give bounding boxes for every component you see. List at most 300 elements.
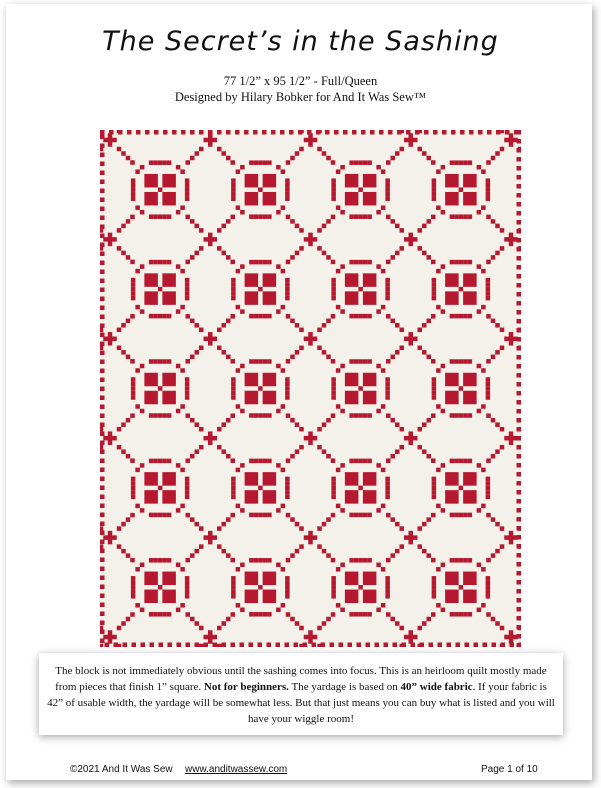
block-center-square [258,585,263,590]
border-square [517,400,522,405]
block-ring-square [258,558,263,563]
block-ring-square [468,214,473,219]
border-square [100,522,105,527]
block-center-quadrant [345,590,359,604]
block-center-square [459,486,464,491]
border-square [334,130,339,135]
sashing-square [217,147,222,152]
border-square [289,130,294,135]
block-ring-square [363,359,368,364]
sashing-square [486,314,491,319]
sashing-square [495,621,500,626]
block-center-quadrant [463,472,477,486]
block-ring-square [331,594,336,599]
block-ring-square [236,169,241,174]
sashing-square [195,549,200,554]
block-ring-square [432,495,437,500]
block-ring-square [454,160,459,165]
sashing-square [308,431,313,445]
border-square [213,643,218,648]
border-square [100,432,105,437]
block-ring-square [180,567,185,572]
sashing-square [130,458,135,463]
block-ring-square [481,305,486,310]
block-center-quadrant [162,174,176,188]
block-center-quadrant [263,192,277,206]
block-ring-square [249,459,254,464]
sashing-square [286,612,291,617]
block-center-quadrant [245,391,259,405]
block-center-quadrant [245,291,259,305]
sashing-square [199,445,204,450]
block-ring-square [385,382,390,387]
block-ring-square [331,296,336,301]
block-center-square [358,187,363,192]
block-ring-square [349,413,354,418]
sashing-square [317,246,322,251]
sashing-square [117,130,122,133]
border-square [474,643,479,648]
block-ring-square [354,160,359,165]
block-ring-square [267,314,272,319]
sashing-square [418,147,423,152]
block-ring-square [385,481,390,486]
block-ring-square [331,576,336,581]
sashing-square [386,260,391,265]
block-ring-square [254,214,259,219]
sashing-square [231,558,236,563]
sashing-square [322,323,327,328]
sashing-square [286,215,291,220]
block-ring-square [331,395,336,400]
block-ring-square [153,314,158,319]
block-ring-square [267,160,272,165]
border-square [159,643,164,648]
border-square [517,211,522,216]
block-ring-square [358,612,363,617]
border-square [100,297,105,302]
block-ring-square [162,459,167,464]
block-ring-square [258,413,263,418]
border-square [100,531,105,536]
block-ring-square [263,260,268,265]
block-ring-square [285,282,290,287]
sashing-square [427,418,432,423]
sashing-square [217,346,222,351]
border-square [517,418,522,423]
sashing-square [418,544,423,549]
footer-page-number: Page 1 of 10 [481,764,538,775]
sashing-square [326,255,331,260]
block-ring-square [185,377,190,382]
block-ring-square [340,264,345,269]
block-ring-square [167,513,172,518]
sashing-square [322,449,327,454]
block-ring-square [363,214,368,219]
block-ring-square [436,567,441,572]
sashing-square [108,233,113,247]
block-ring-square [140,165,145,170]
block-ring-square [450,558,455,563]
block-ring-square [376,508,381,513]
border-square [469,130,474,135]
border-square [517,373,522,378]
sashing-square [217,328,222,333]
block-center-quadrant [363,373,377,387]
border-square [456,643,461,648]
border-square [100,603,105,608]
block-ring-square [281,567,286,572]
block-center-quadrant [345,391,359,405]
block-ring-square [162,260,167,265]
sashing-square [518,346,521,351]
block-ring-square [180,468,185,473]
block-ring-square [486,495,491,500]
block-ring-square [249,558,254,563]
block-center-quadrant [445,273,459,287]
block-ring-square [158,160,163,165]
border-square [100,468,105,473]
block-ring-square [254,260,259,265]
border-square [438,643,443,648]
block-ring-square [149,214,154,219]
block-ring-square [454,359,459,364]
block-ring-square [358,413,363,418]
sashing-square [299,526,304,531]
block-ring-square [450,459,455,464]
block-ring-square [180,368,185,373]
block-ring-square [258,314,263,319]
block-ring-square [258,160,263,165]
block-ring-square [285,196,290,201]
border-square [343,130,348,135]
block-ring-square [281,368,286,373]
sashing-square [518,130,521,133]
block-ring-square [367,558,372,563]
sashing-square [199,544,204,549]
sashing-square [391,156,396,161]
border-square [375,643,380,648]
block-ring-square [340,364,345,369]
block-center-quadrant [445,472,459,486]
block-ring-square [231,183,236,188]
sashing-square [322,251,327,256]
block-ring-square [432,481,437,486]
block-ring-square [231,296,236,301]
sashing-square [121,449,126,454]
border-square [127,130,132,135]
block-ring-square [149,314,154,319]
block-ring-square [185,486,190,491]
block-ring-square [331,481,336,486]
block-ring-square [363,314,368,319]
block-ring-square [376,409,381,414]
block-ring-square [276,165,281,170]
block-ring-square [285,590,290,595]
block-ring-square [267,413,272,418]
block-ring-square [254,459,259,464]
block-ring-square [454,513,459,518]
block-ring-square [285,395,290,400]
sashing-square [231,513,236,518]
border-square [370,130,375,135]
block-ring-square [240,608,245,613]
block-ring-square [358,459,363,464]
border-square [100,270,105,275]
sashing-square [400,427,405,432]
block-ring-square [285,495,290,500]
block-ring-square [231,585,236,590]
block-ring-square [385,576,390,581]
block-center-quadrant [363,590,377,604]
block-ring-square [185,282,190,287]
border-square [424,130,429,135]
block-ring-square [450,612,455,617]
sashing-square [427,553,432,558]
block-ring-square [376,264,381,269]
sashing-square [422,621,427,626]
block-center-quadrant [445,391,459,405]
block-ring-square [240,309,245,314]
block-ring-square [135,404,140,409]
sashing-square [326,517,331,522]
block-center-quadrant [345,472,359,486]
block-ring-square [149,612,154,617]
block-ring-square [385,278,390,283]
block-center-quadrant [363,291,377,305]
block-ring-square [354,359,359,364]
block-ring-square [185,192,190,197]
block-ring-square [331,490,336,495]
block-ring-square [185,594,190,599]
block-ring-square [381,368,386,373]
block-ring-square [385,192,390,197]
block-ring-square [167,359,172,364]
sashing-square [317,445,322,450]
block-ring-square [331,391,336,396]
border-square [100,189,105,194]
sashing-square [431,413,436,418]
block-ring-square [441,364,446,369]
sashing-square [108,431,113,445]
block-ring-square [367,413,372,418]
block-ring-square [140,364,145,369]
block-ring-square [180,269,185,274]
block-ring-square [381,404,386,409]
border-square [132,643,137,648]
sashing-square [331,359,336,364]
block-ring-square [459,314,464,319]
sashing-square [422,549,427,554]
border-square [517,292,522,297]
block-ring-square [336,603,341,608]
sashing-square [418,445,423,450]
block-ring-square [459,413,464,418]
block-ring-square [131,196,136,201]
block-ring-square [385,585,390,590]
block-ring-square [131,296,136,301]
sashing-square [226,355,231,360]
sashing-square [400,346,405,351]
block-ring-square [131,377,136,382]
block-ring-square [486,477,491,482]
sashing-square [100,346,103,351]
sashing-square [295,151,300,156]
block-ring-square [432,296,437,301]
block-ring-square [162,612,167,617]
sashing-square [495,449,500,454]
sashing-square [186,413,191,418]
block-ring-square [463,260,468,265]
sashing-square [431,558,436,563]
block-center-quadrant [263,391,277,405]
border-square [154,130,159,135]
block-ring-square [463,612,468,617]
block-ring-square [131,183,136,188]
border-square [460,130,465,135]
sashing-square [418,328,423,333]
sashing-square [290,319,295,324]
sashing-square [286,260,291,265]
block-ring-square [385,391,390,396]
sashing-square [186,513,191,518]
sashing-square [491,355,496,360]
block-ring-square [167,214,172,219]
subtitle [0,73,601,105]
block-ring-square [385,581,390,586]
block-ring-square [153,513,158,518]
sashing-square [130,260,135,265]
footer-website-link[interactable]: www.anditwassew.com [185,764,288,775]
sashing-square [395,449,400,454]
sashing-square [422,449,427,454]
block-ring-square [180,603,185,608]
block-ring-square [167,459,172,464]
block-ring-square [367,612,372,617]
sashing-square [331,612,336,617]
sashing-square [491,219,496,224]
border-square [271,130,276,135]
sashing-square [199,328,204,333]
sashing-square [126,517,131,522]
border-square [483,643,488,648]
sashing-square [518,328,521,333]
block-ring-square [185,391,190,396]
sashing-square [190,553,195,558]
block-ring-square [231,590,236,595]
block-ring-square [432,291,437,296]
sashing-square [190,454,195,459]
block-center-quadrant [144,472,158,486]
sashing-square [217,228,222,233]
block-ring-square [254,314,259,319]
block-ring-square [249,314,254,319]
block-ring-square [486,581,491,586]
sashing-square [190,219,195,224]
sashing-square [418,427,423,432]
border-square [204,643,209,648]
border-square [517,607,522,612]
block-ring-square [349,459,354,464]
sashing-square [400,228,405,233]
border-square [100,279,105,284]
block-ring-square [381,269,386,274]
block-ring-square [185,291,190,296]
border-square [325,130,330,135]
block-ring-square [140,508,145,513]
border-square [100,216,105,221]
block-ring-square [459,214,464,219]
sashing-square [231,260,236,265]
block-ring-square [477,608,482,613]
block-ring-square [231,382,236,387]
block-center-quadrant [463,174,477,188]
border-square [285,643,290,648]
block-ring-square [131,490,136,495]
border-square [517,409,522,414]
block-ring-square [376,165,381,170]
sashing-square [386,215,391,220]
sashing-square [295,422,300,427]
block-ring-square [285,382,290,387]
sashing-square [317,427,322,432]
sashing-square [299,147,304,152]
block-ring-square [240,210,245,215]
block-ring-square [336,404,341,409]
sashing-square [486,260,491,265]
sashing-square [400,246,405,251]
border-square [517,391,522,396]
block-ring-square [463,513,468,518]
block-ring-square [281,504,286,509]
block-ring-square [240,165,245,170]
sashing-square [491,617,496,622]
sashing-square [495,350,500,355]
block-ring-square [450,160,455,165]
sashing-square [317,626,322,631]
block-ring-square [240,508,245,513]
sashing-square [117,147,122,152]
border-square [100,585,105,590]
block-ring-square [158,314,163,319]
block-center-square [358,287,363,292]
block-ring-square [432,187,437,192]
block-ring-square [249,513,254,518]
quilt-size: 77 1/2” x 95 1/2” - Full/Queen [223,74,378,88]
block-ring-square [454,314,459,319]
block-ring-square [481,269,486,274]
block-ring-square [481,169,486,174]
sashing-square [100,544,103,549]
block-center-square [158,187,163,192]
block-ring-square [263,160,268,165]
block-ring-square [263,413,268,418]
block-ring-square [285,490,290,495]
sashing-square [518,544,521,549]
block-ring-square [153,260,158,265]
block-ring-square [131,178,136,183]
border-square [517,382,522,387]
sashing-square [427,319,432,324]
block-ring-square [135,269,140,274]
block-ring-square [180,205,185,210]
block-ring-square [231,481,236,486]
block-ring-square [450,314,455,319]
block-ring-square [376,364,381,369]
block-ring-square [285,477,290,482]
border-square [267,643,272,648]
block-center-quadrant [162,373,176,387]
